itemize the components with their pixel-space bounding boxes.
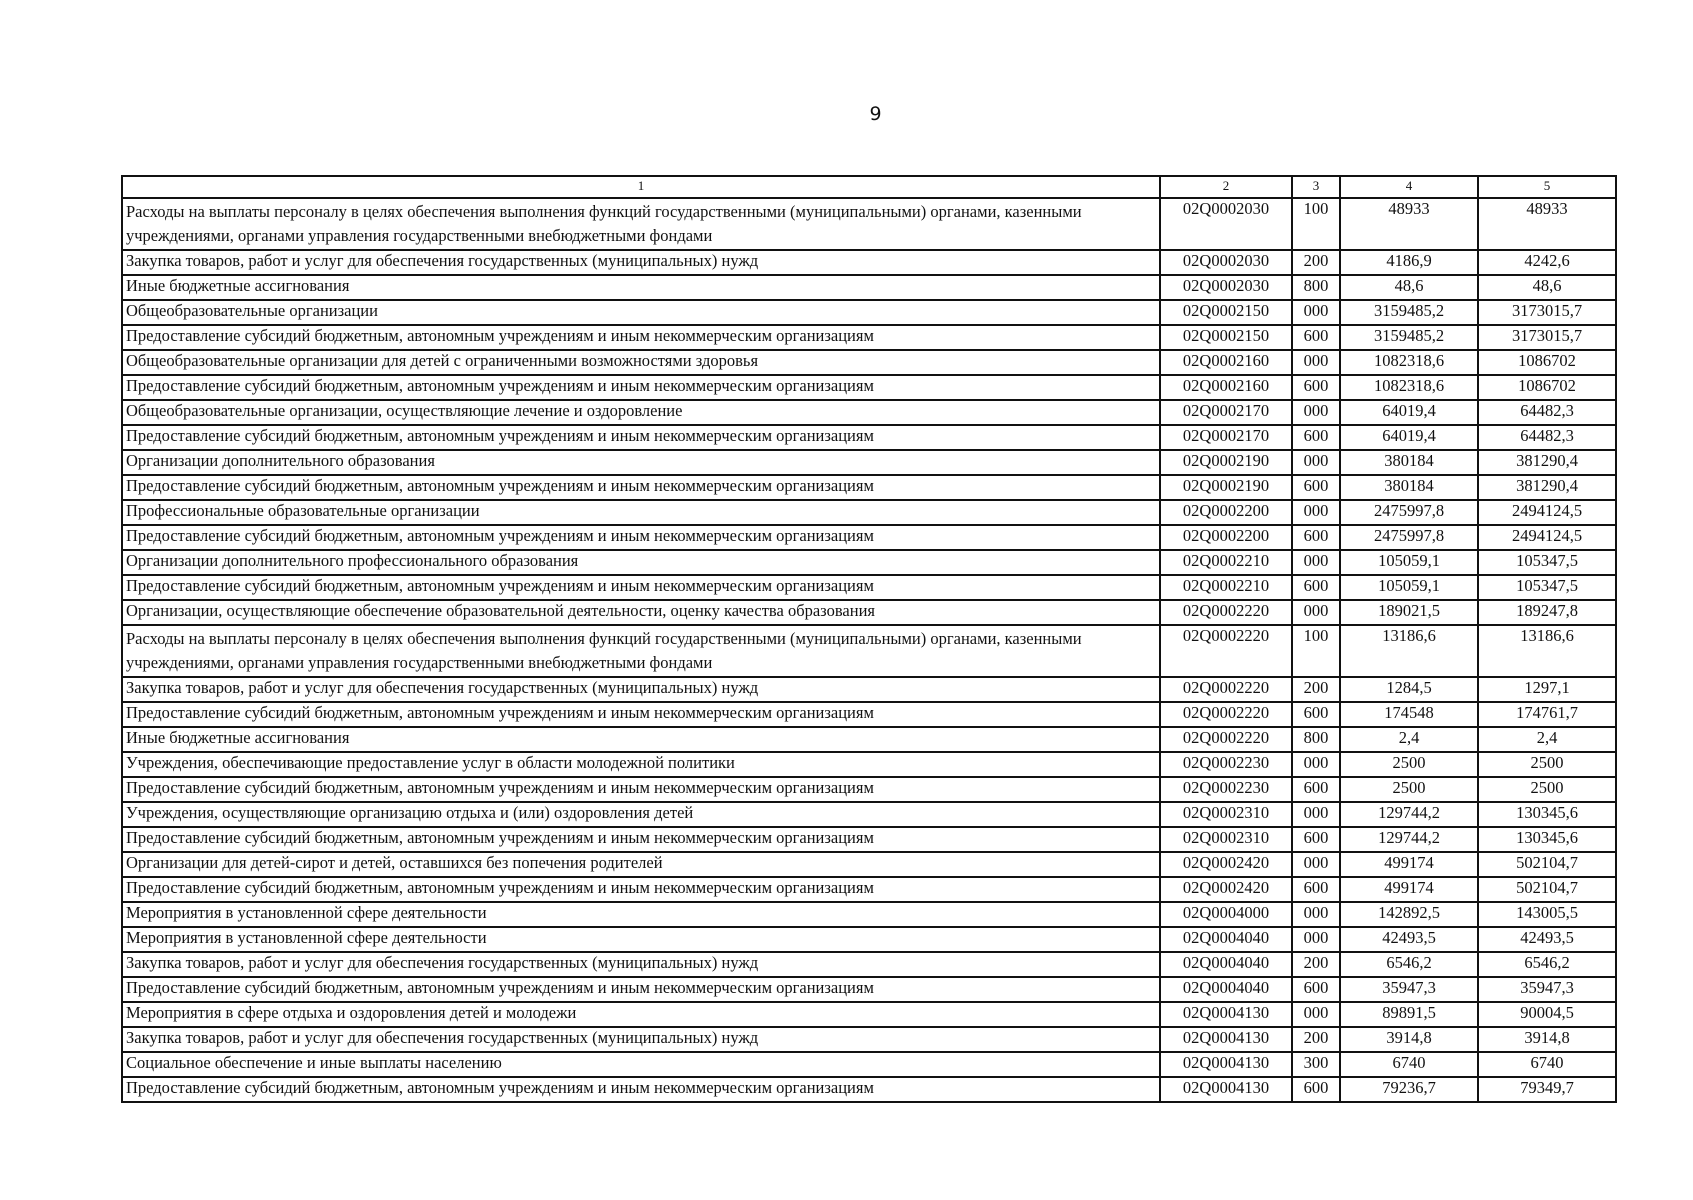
row-value-col4: 64019,4 xyxy=(1340,425,1478,450)
row-name: Общеобразовательные организации для детей с ограниченными возможностями здоровья xyxy=(122,350,1160,375)
row-expense-type: 600 xyxy=(1292,525,1340,550)
row-value-col4: 4186,9 xyxy=(1340,250,1478,275)
row-value-col5: 3173015,7 xyxy=(1478,325,1616,350)
row-code: 02Q0004040 xyxy=(1160,927,1292,952)
row-expense-type: 600 xyxy=(1292,1077,1340,1102)
row-name: Организации дополнительного профессионального образования xyxy=(122,550,1160,575)
row-value-col4: 129744,2 xyxy=(1340,827,1478,852)
page-number: 9 xyxy=(869,103,882,125)
row-code: 02Q0002160 xyxy=(1160,350,1292,375)
row-expense-type: 200 xyxy=(1292,250,1340,275)
row-code: 02Q0002220 xyxy=(1160,727,1292,752)
row-expense-type: 000 xyxy=(1292,752,1340,777)
row-name: Учреждения, обеспечивающие предоставление услуг в области молодежной политики xyxy=(122,752,1160,777)
row-code: 02Q0002310 xyxy=(1160,827,1292,852)
row-name: Предоставление субсидий бюджетным, автономным учреждениям и иным некоммерческим организациям xyxy=(122,977,1160,1002)
table-row xyxy=(122,500,1616,525)
table-row xyxy=(122,977,1616,1002)
row-expense-type: 000 xyxy=(1292,927,1340,952)
row-expense-type: 600 xyxy=(1292,575,1340,600)
row-expense-type: 000 xyxy=(1292,500,1340,525)
table-row xyxy=(122,475,1616,500)
row-value-col4: 2500 xyxy=(1340,752,1478,777)
row-code: 02Q0002220 xyxy=(1160,600,1292,625)
row-name: Организации дополнительного образования xyxy=(122,450,1160,475)
table-row xyxy=(122,1052,1616,1077)
row-value-col5: 42493,5 xyxy=(1478,927,1616,952)
budget-table xyxy=(121,175,1617,1103)
row-value-col5: 4242,6 xyxy=(1478,250,1616,275)
row-code: 02Q0002230 xyxy=(1160,777,1292,802)
row-code: 02Q0002220 xyxy=(1160,702,1292,727)
row-code: 02Q0002030 xyxy=(1160,198,1292,250)
row-code: 02Q0002230 xyxy=(1160,752,1292,777)
row-expense-type: 600 xyxy=(1292,977,1340,1002)
row-expense-type: 000 xyxy=(1292,400,1340,425)
row-code: 02Q0002170 xyxy=(1160,400,1292,425)
row-expense-type: 000 xyxy=(1292,600,1340,625)
row-expense-type: 600 xyxy=(1292,877,1340,902)
row-name: Закупка товаров, работ и услуг для обеспечения государственных (муниципальных) нужд xyxy=(122,250,1160,275)
row-code: 02Q0004040 xyxy=(1160,977,1292,1002)
table-row xyxy=(122,1077,1616,1102)
row-value-col5: 130345,6 xyxy=(1478,802,1616,827)
table-row xyxy=(122,952,1616,977)
row-value-col5: 2494124,5 xyxy=(1478,525,1616,550)
table-row xyxy=(122,777,1616,802)
row-value-col5: 13186,6 xyxy=(1478,625,1616,677)
row-expense-type: 100 xyxy=(1292,625,1340,677)
table-row xyxy=(122,525,1616,550)
row-code: 02Q0002190 xyxy=(1160,475,1292,500)
row-name: Иные бюджетные ассигнования xyxy=(122,275,1160,300)
row-value-col4: 42493,5 xyxy=(1340,927,1478,952)
row-value-col4: 89891,5 xyxy=(1340,1002,1478,1027)
row-value-col5: 79349,7 xyxy=(1478,1077,1616,1102)
row-code: 02Q0002220 xyxy=(1160,677,1292,702)
row-value-col5: 143005,5 xyxy=(1478,902,1616,927)
row-value-col4: 35947,3 xyxy=(1340,977,1478,1002)
row-value-col5: 174761,7 xyxy=(1478,702,1616,727)
row-value-col5: 502104,7 xyxy=(1478,852,1616,877)
table-row xyxy=(122,727,1616,752)
row-value-col5: 1086702 xyxy=(1478,375,1616,400)
row-code: 02Q0002030 xyxy=(1160,250,1292,275)
row-expense-type: 200 xyxy=(1292,677,1340,702)
row-value-col4: 142892,5 xyxy=(1340,902,1478,927)
row-value-col4: 6546,2 xyxy=(1340,952,1478,977)
row-value-col4: 499174 xyxy=(1340,852,1478,877)
row-value-col5: 3914,8 xyxy=(1478,1027,1616,1052)
header-col-2: 2 xyxy=(1160,176,1292,198)
row-value-col4: 1082318,6 xyxy=(1340,350,1478,375)
row-value-col4: 48,6 xyxy=(1340,275,1478,300)
row-name: Предоставление субсидий бюджетным, автономным учреждениям и иным некоммерческим организациям xyxy=(122,1077,1160,1102)
row-value-col5: 64482,3 xyxy=(1478,400,1616,425)
row-value-col5: 48,6 xyxy=(1478,275,1616,300)
row-code: 02Q0002150 xyxy=(1160,325,1292,350)
row-value-col5: 2500 xyxy=(1478,777,1616,802)
row-value-col4: 64019,4 xyxy=(1340,400,1478,425)
table-row xyxy=(122,1027,1616,1052)
row-value-col5: 1297,1 xyxy=(1478,677,1616,702)
row-value-col5: 64482,3 xyxy=(1478,425,1616,450)
row-name: Предоставление субсидий бюджетным, автономным учреждениям и иным некоммерческим организациям xyxy=(122,575,1160,600)
row-value-col4: 48933 xyxy=(1340,198,1478,250)
table-row xyxy=(122,375,1616,400)
table-row xyxy=(122,450,1616,475)
row-name: Мероприятия в установленной сфере деятельности xyxy=(122,902,1160,927)
row-name: Расходы на выплаты персоналу в целях обеспечения выполнения функций государственными (муниципальными) органами, казенными учреждениями, органами управления государственными внебюджетными фондами xyxy=(122,625,1160,677)
row-value-col5: 35947,3 xyxy=(1478,977,1616,1002)
table-row xyxy=(122,350,1616,375)
row-code: 02Q0002160 xyxy=(1160,375,1292,400)
row-code: 02Q0002420 xyxy=(1160,852,1292,877)
row-expense-type: 000 xyxy=(1292,450,1340,475)
row-value-col5: 2500 xyxy=(1478,752,1616,777)
table-row xyxy=(122,198,1616,250)
row-value-col5: 130345,6 xyxy=(1478,827,1616,852)
row-value-col4: 499174 xyxy=(1340,877,1478,902)
row-name: Закупка товаров, работ и услуг для обеспечения государственных (муниципальных) нужд xyxy=(122,952,1160,977)
row-value-col5: 2,4 xyxy=(1478,727,1616,752)
row-value-col4: 79236,7 xyxy=(1340,1077,1478,1102)
row-value-col4: 380184 xyxy=(1340,475,1478,500)
row-expense-type: 000 xyxy=(1292,1002,1340,1027)
row-value-col4: 105059,1 xyxy=(1340,575,1478,600)
row-name: Учреждения, осуществляющие организацию отдыха и (или) оздоровления детей xyxy=(122,802,1160,827)
row-name: Закупка товаров, работ и услуг для обеспечения государственных (муниципальных) нужд xyxy=(122,1027,1160,1052)
row-value-col4: 3914,8 xyxy=(1340,1027,1478,1052)
header-col-1: 1 xyxy=(122,176,1160,198)
row-expense-type: 600 xyxy=(1292,375,1340,400)
row-value-col5: 3173015,7 xyxy=(1478,300,1616,325)
table-row xyxy=(122,625,1616,677)
row-value-col5: 105347,5 xyxy=(1478,575,1616,600)
row-name: Организации для детей-сирот и детей, оставшихся без попечения родителей xyxy=(122,852,1160,877)
row-expense-type: 600 xyxy=(1292,777,1340,802)
table-row xyxy=(122,300,1616,325)
row-value-col4: 380184 xyxy=(1340,450,1478,475)
row-code: 02Q0002310 xyxy=(1160,802,1292,827)
row-code: 02Q0002420 xyxy=(1160,877,1292,902)
row-name: Социальное обеспечение и иные выплаты населению xyxy=(122,1052,1160,1077)
table-row xyxy=(122,802,1616,827)
row-value-col5: 48933 xyxy=(1478,198,1616,250)
table-row xyxy=(122,400,1616,425)
row-value-col4: 189021,5 xyxy=(1340,600,1478,625)
row-name: Закупка товаров, работ и услуг для обеспечения государственных (муниципальных) нужд xyxy=(122,677,1160,702)
row-name: Предоставление субсидий бюджетным, автономным учреждениям и иным некоммерческим организациям xyxy=(122,777,1160,802)
row-name: Предоставление субсидий бюджетным, автономным учреждениям и иным некоммерческим организациям xyxy=(122,375,1160,400)
row-value-col5: 381290,4 xyxy=(1478,450,1616,475)
row-expense-type: 000 xyxy=(1292,852,1340,877)
row-expense-type: 600 xyxy=(1292,425,1340,450)
header-col-3: 3 xyxy=(1292,176,1340,198)
header-col-5: 5 xyxy=(1478,176,1616,198)
row-value-col5: 6740 xyxy=(1478,1052,1616,1077)
row-expense-type: 800 xyxy=(1292,275,1340,300)
row-expense-type: 000 xyxy=(1292,550,1340,575)
row-code: 02Q0002220 xyxy=(1160,625,1292,677)
row-value-col4: 6740 xyxy=(1340,1052,1478,1077)
table-row xyxy=(122,250,1616,275)
row-name: Предоставление субсидий бюджетным, автономным учреждениям и иным некоммерческим организациям xyxy=(122,827,1160,852)
row-value-col5: 105347,5 xyxy=(1478,550,1616,575)
row-name: Организации, осуществляющие обеспечение образовательной деятельности, оценку качества образования xyxy=(122,600,1160,625)
row-name: Мероприятия в сфере отдыха и оздоровления детей и молодежи xyxy=(122,1002,1160,1027)
row-name: Иные бюджетные ассигнования xyxy=(122,727,1160,752)
row-name: Предоставление субсидий бюджетным, автономным учреждениям и иным некоммерческим организациям xyxy=(122,325,1160,350)
row-code: 02Q0004130 xyxy=(1160,1027,1292,1052)
row-value-col4: 1082318,6 xyxy=(1340,375,1478,400)
table-row xyxy=(122,677,1616,702)
header-row xyxy=(122,176,1616,198)
row-expense-type: 100 xyxy=(1292,198,1340,250)
row-code: 02Q0004130 xyxy=(1160,1002,1292,1027)
row-name: Профессиональные образовательные организации xyxy=(122,500,1160,525)
row-value-col4: 1284,5 xyxy=(1340,677,1478,702)
row-value-col4: 105059,1 xyxy=(1340,550,1478,575)
row-expense-type: 000 xyxy=(1292,802,1340,827)
table-row xyxy=(122,877,1616,902)
row-value-col5: 2494124,5 xyxy=(1478,500,1616,525)
row-code: 02Q0002210 xyxy=(1160,575,1292,600)
row-expense-type: 600 xyxy=(1292,325,1340,350)
row-code: 02Q0002030 xyxy=(1160,275,1292,300)
row-code: 02Q0002170 xyxy=(1160,425,1292,450)
row-name: Предоставление субсидий бюджетным, автономным учреждениям и иным некоммерческим организациям xyxy=(122,702,1160,727)
row-code: 02Q0002200 xyxy=(1160,525,1292,550)
row-name: Расходы на выплаты персоналу в целях обеспечения выполнения функций государственными (муниципальными) органами, казенными учреждениями, органами управления государственными внебюджетными фондами xyxy=(122,198,1160,250)
table-row xyxy=(122,927,1616,952)
row-code: 02Q0004130 xyxy=(1160,1052,1292,1077)
row-name: Предоставление субсидий бюджетным, автономным учреждениям и иным некоммерческим организациям xyxy=(122,425,1160,450)
table-row xyxy=(122,852,1616,877)
row-value-col4: 2475997,8 xyxy=(1340,500,1478,525)
table-row xyxy=(122,275,1616,300)
row-value-col4: 2500 xyxy=(1340,777,1478,802)
row-expense-type: 200 xyxy=(1292,1027,1340,1052)
row-name: Мероприятия в установленной сфере деятельности xyxy=(122,927,1160,952)
row-expense-type: 000 xyxy=(1292,902,1340,927)
row-code: 02Q0002150 xyxy=(1160,300,1292,325)
row-expense-type: 600 xyxy=(1292,827,1340,852)
row-value-col5: 90004,5 xyxy=(1478,1002,1616,1027)
row-value-col5: 1086702 xyxy=(1478,350,1616,375)
table-row xyxy=(122,752,1616,777)
table-row xyxy=(122,827,1616,852)
row-expense-type: 200 xyxy=(1292,952,1340,977)
row-value-col5: 189247,8 xyxy=(1478,600,1616,625)
row-value-col4: 3159485,2 xyxy=(1340,325,1478,350)
table-row xyxy=(122,550,1616,575)
row-code: 02Q0002190 xyxy=(1160,450,1292,475)
table-row xyxy=(122,600,1616,625)
row-code: 02Q0004040 xyxy=(1160,952,1292,977)
row-value-col5: 6546,2 xyxy=(1478,952,1616,977)
row-value-col4: 2475997,8 xyxy=(1340,525,1478,550)
row-expense-type: 600 xyxy=(1292,702,1340,727)
row-code: 02Q0004130 xyxy=(1160,1077,1292,1102)
row-code: 02Q0004000 xyxy=(1160,902,1292,927)
row-expense-type: 600 xyxy=(1292,475,1340,500)
row-name: Предоставление субсидий бюджетным, автономным учреждениям и иным некоммерческим организациям xyxy=(122,525,1160,550)
table-row xyxy=(122,1002,1616,1027)
row-value-col4: 129744,2 xyxy=(1340,802,1478,827)
table-row xyxy=(122,575,1616,600)
row-code: 02Q0002200 xyxy=(1160,500,1292,525)
table-row xyxy=(122,902,1616,927)
row-expense-type: 000 xyxy=(1292,300,1340,325)
row-name: Предоставление субсидий бюджетным, автономным учреждениям и иным некоммерческим организациям xyxy=(122,475,1160,500)
row-expense-type: 000 xyxy=(1292,350,1340,375)
row-code: 02Q0002210 xyxy=(1160,550,1292,575)
row-value-col5: 381290,4 xyxy=(1478,475,1616,500)
table-row xyxy=(122,425,1616,450)
row-name: Предоставление субсидий бюджетным, автономным учреждениям и иным некоммерческим организациям xyxy=(122,877,1160,902)
header-col-4: 4 xyxy=(1340,176,1478,198)
table-row xyxy=(122,325,1616,350)
row-name: Общеобразовательные организации, осуществляющие лечение и оздоровление xyxy=(122,400,1160,425)
row-value-col4: 3159485,2 xyxy=(1340,300,1478,325)
row-value-col4: 2,4 xyxy=(1340,727,1478,752)
table-row xyxy=(122,702,1616,727)
row-value-col5: 502104,7 xyxy=(1478,877,1616,902)
row-expense-type: 800 xyxy=(1292,727,1340,752)
row-expense-type: 300 xyxy=(1292,1052,1340,1077)
row-value-col4: 174548 xyxy=(1340,702,1478,727)
row-name: Общеобразовательные организации xyxy=(122,300,1160,325)
row-value-col4: 13186,6 xyxy=(1340,625,1478,677)
